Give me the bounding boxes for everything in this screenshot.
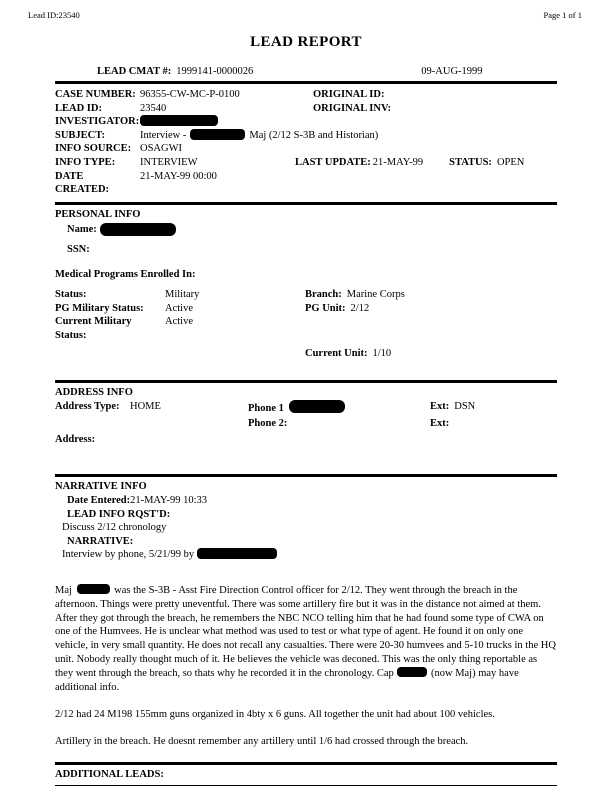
address-info-title: ADDRESS INFO <box>55 387 133 399</box>
narrative-info-title: NARRATIVE INFO <box>55 481 147 493</box>
pg-unit-value: 2/12 <box>350 302 370 314</box>
captain-name-redaction <box>397 667 427 677</box>
narrative-label-row <box>55 535 557 549</box>
pg-military-status-label: PG Military Status: <box>55 302 144 314</box>
branch-value: Marine Corps <box>346 289 405 301</box>
info-source-row <box>55 142 557 156</box>
date-created-row <box>55 170 557 197</box>
phone2-row <box>55 417 557 431</box>
case-number-value: 96355-CW-MC-P-0100 <box>140 89 240 100</box>
current-military-status-row <box>55 315 557 342</box>
report-content <box>55 66 557 786</box>
lead-info-rqstd-value: Discuss 2/12 chronology <box>62 522 167 534</box>
spacer <box>55 417 248 431</box>
narrative-text-segment: (now Maj) may have additional info. <box>55 667 519 693</box>
report-date: 09-AUG-1999 <box>421 66 483 77</box>
section-divider-thin <box>55 785 557 787</box>
phone2-label: Phone 2: <box>248 418 288 430</box>
section-divider <box>55 81 557 84</box>
original-inv-label: ORIGINAL INV: <box>313 102 392 114</box>
investigator-row <box>55 115 557 129</box>
current-military-status-label: Current Military Status: <box>55 316 132 341</box>
phone1-redaction <box>289 400 345 413</box>
current-unit-row <box>55 347 557 361</box>
info-source-value: OSAGWI <box>140 143 182 155</box>
pg-military-status-value: Active <box>165 302 193 314</box>
address-row <box>55 433 557 447</box>
additional-leads-title: ADDITIONAL LEADS: <box>55 769 164 780</box>
address-info-section <box>55 386 557 446</box>
current-unit-value: 1/10 <box>372 347 392 359</box>
military-status-value: Military <box>165 289 200 301</box>
phone2-cell <box>248 417 430 431</box>
lead-cmat-label: LEAD CMAT #: <box>97 66 172 77</box>
address-type-label: Address Type: <box>55 400 120 412</box>
medical-programs-row <box>55 268 557 282</box>
narrative-paragraph-1 <box>55 584 557 694</box>
investigator-redaction <box>140 115 218 126</box>
subject-label: SUBJECT: <box>55 129 105 141</box>
section-divider <box>55 762 557 765</box>
lead-cmat-value: 1999141-0000026 <box>176 66 254 77</box>
phone1-cell <box>248 400 430 416</box>
pg-unit-label: PG Unit: <box>305 302 346 314</box>
ssn-row <box>55 243 557 257</box>
pg-status-unit-row <box>55 302 557 316</box>
original-id-label: ORIGINAL ID: <box>313 89 385 100</box>
subject-value-post: Maj (2/12 S-3B and Historian) <box>249 129 379 141</box>
info-type-value: INTERVIEW <box>140 156 198 168</box>
personal-info-title: PERSONAL INFO <box>55 208 141 220</box>
date-created-label: DATE CREATED: <box>55 170 110 196</box>
lead-id-label: LEAD ID: <box>55 102 102 114</box>
address-type-phone-row <box>55 400 557 416</box>
info-type-row <box>55 156 557 170</box>
section-divider <box>55 202 557 205</box>
narrative-paragraph-2: 2/12 had 24 M198 155mm guns organized in 4bty x 6 guns. All together the unit had about 100 vehicles. <box>55 709 495 721</box>
lead-id-row <box>55 102 557 116</box>
case-info-section <box>55 88 557 197</box>
narrative-text-segment: was the S-3B - Asst Fire Direction Control officer for 2/12. They went through the breach in the afternoon. Things were pretty uneventful. There was some artillery fire but it was in the distance not aimed at them. After they got through the breach, he remembers the NBC NCO telling him that he had found some type of CWA on one of the Humvees. He is unclear what method was used to test or what type of agent. He found it on only one vehicle, in very small quantity. He does not recall any casualties. There were 20-30 humvees and 5-10 trucks in the HQ unit. Nobody really thought much of it. He believes the vehicle was deconed. This was the only thing reportable as they went through the breach, so thats why he recorded it in the chronology. Cap <box>55 585 556 679</box>
major-name-redaction <box>77 584 110 594</box>
ssn-label: SSN: <box>67 243 90 255</box>
last-update-label: LAST UPDATE: <box>295 156 371 168</box>
personal-info-section <box>55 208 557 360</box>
name-redaction <box>100 223 176 236</box>
current-military-status-value: Active <box>165 316 193 328</box>
subject-redaction <box>190 129 245 140</box>
last-update-value: 21-MAY-99 <box>372 156 424 168</box>
lead-info-rqstd-row <box>55 508 557 522</box>
status-label: STATUS: <box>449 156 492 168</box>
investigator-label: INVESTIGATOR: <box>55 116 140 128</box>
section-divider <box>55 380 557 383</box>
date-entered-label: Date Entered: <box>67 495 131 507</box>
lead-info-rqstd-value-row <box>55 521 557 535</box>
medical-programs-label: Medical Programs Enrolled In: <box>55 268 196 280</box>
interviewer-redaction <box>197 548 277 559</box>
lead-id-value: 23540 <box>140 102 167 114</box>
date-entered-value: 21-MAY-99 10:33 <box>130 495 208 507</box>
ext1-label: Ext: <box>430 400 450 412</box>
section-divider <box>55 474 557 477</box>
lead-cmat-row <box>55 66 557 77</box>
narrative-info-section <box>55 480 557 749</box>
additional-leads-section <box>55 768 557 786</box>
branch-label: Branch: <box>305 289 342 301</box>
status-branch-row <box>55 288 557 302</box>
info-type-label: INFO TYPE: <box>55 156 116 168</box>
narrative-text-segment: Maj <box>55 585 72 597</box>
military-status-label: Status: <box>55 289 87 301</box>
interview-line-row <box>55 548 557 562</box>
name-row <box>55 223 557 237</box>
name-label: Name: <box>67 224 97 236</box>
status-value: OPEN <box>496 156 525 168</box>
header-page-number: Page 1 of 1 <box>543 10 582 20</box>
address-label: Address: <box>55 433 96 445</box>
ext1-value: DSN <box>454 400 476 412</box>
subject-value-pre: Interview - <box>140 129 187 141</box>
report-title: LEAD REPORT <box>250 34 362 50</box>
narrative-label: NARRATIVE: <box>67 535 134 547</box>
date-entered-row <box>55 494 557 508</box>
header-lead-id: Lead ID:23540 <box>28 10 80 20</box>
address-type-value: HOME <box>130 400 161 412</box>
info-source-label: INFO SOURCE: <box>55 143 132 155</box>
current-unit-label: Current Unit: <box>305 347 368 359</box>
page-top-header <box>0 0 612 20</box>
ext2-label: Ext: <box>430 418 450 430</box>
subject-row <box>55 129 557 143</box>
date-created-value: 21-MAY-99 00:00 <box>140 170 217 182</box>
case-number-row <box>55 88 557 102</box>
phone1-label: Phone 1 <box>248 402 284 414</box>
interview-line-text: Interview by phone, 5/21/99 by <box>62 549 195 561</box>
lead-info-rqstd-label: LEAD INFO RQST'D: <box>67 508 171 520</box>
narrative-paragraph-3: Artillery in the breach. He doesnt remember any artillery until 1/6 had crossed through the breach. <box>55 736 469 748</box>
case-number-label: CASE NUMBER: <box>55 89 136 100</box>
